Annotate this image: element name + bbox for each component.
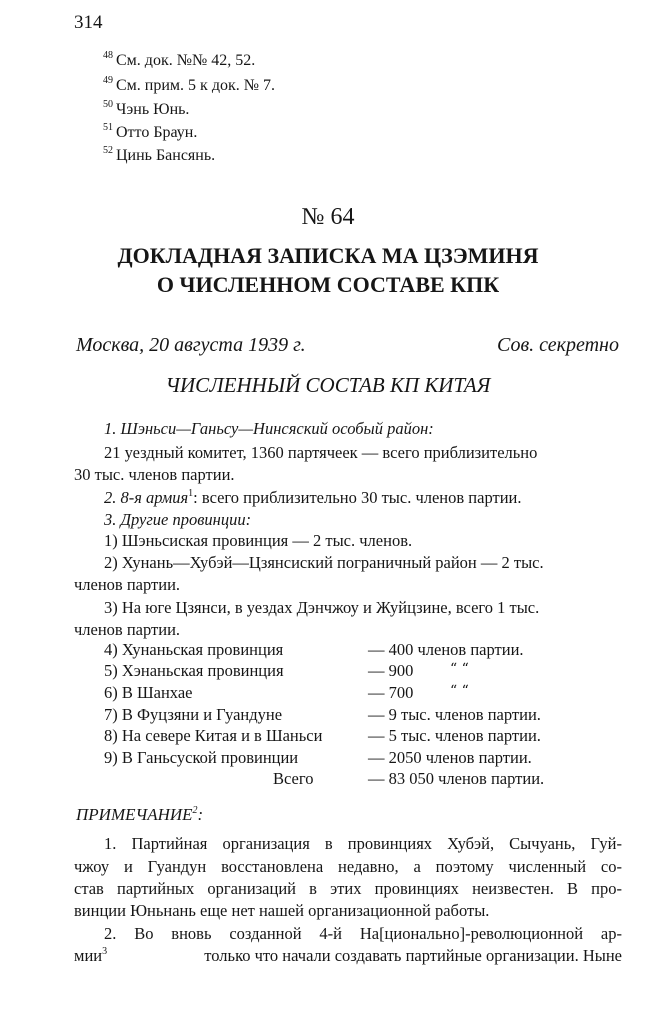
table-row: 5) Хэнаньская провинция [104,661,284,680]
note-2-word: мии [74,946,103,965]
page-number: 314 [74,12,103,33]
note-1-line-4: винции Юньнань еще нет нашей организационной работы. [74,901,490,920]
item-2 [104,488,522,508]
sub-item-3-line-2: членов партии. [74,620,181,639]
section-heading: ЧИСЛЕННЫЙ СОСТАВ КП КИТАЯ [165,373,491,397]
sub-item-2-line-1: 2) Хунань—Хубэй—Цзянсиский пограничный район — 2 тыс. [104,553,544,572]
item-3-label: 3. Другие провинции: [104,510,252,529]
table-value: — 900 [368,661,414,680]
table-value: — 5 тыс. членов партии. [368,726,541,745]
note-1-line-1: 1. Партийная организация в провинциях Хубэй, Сычуань, Гуй- [104,834,622,853]
footnote-number: 50 [103,99,113,110]
item-1-label: 1. Шэньси—Ганьсу—Нинсяский особый район: [104,419,434,438]
note-2-line-2 [74,946,622,966]
footnote-text: См. док. №№ 42, 52. [116,52,256,69]
ditto-marks: “ “ [450,683,469,699]
note-heading-colon: : [197,805,204,824]
note-1-line-2: чжоу и Гуандун восстановлена недавно, а поэтому численный со- [74,857,622,876]
table-value: — 2050 членов партии. [368,748,532,767]
footnote-number: 48 [103,50,113,61]
note-heading-text: ПРИМЕЧАНИЕ [76,805,193,824]
sub-item-2-line-2: членов партии. [74,575,181,594]
item-2-text: : всего приблизительно 30 тыс. членов партии. [193,488,522,507]
total-label: Всего [273,769,314,788]
sub-item-1: 1) Шэньсиская провинция — 2 тыс. членов. [104,531,413,550]
footnote [103,99,189,119]
footnote [103,75,275,95]
footnote-number: 52 [103,145,113,156]
sub-item-3-line-1: 3) На юге Цзянси, в уездах Дэнчжоу и Жуйцзине, всего 1 тыс. [104,598,540,617]
note-2-line-2-rest: только что начали создавать партийные организации. Ныне [204,946,622,965]
table-value: — 400 членов партии. [368,640,524,659]
classification: Сов. секретно [497,334,619,356]
item-2-sup: 1 [188,488,194,499]
item-2-label: 2. 8-я армия [104,488,189,507]
note-heading-sup: 2 [192,805,198,816]
footnote [103,122,197,142]
note-1-line-3: став партийных организаций в этих провинциях неизвестен. В про- [74,879,622,898]
table-row: 4) Хунаньская провинция [104,640,284,659]
footnote [103,145,215,165]
footnote-text: Цинь Бансянь. [116,147,216,164]
document-title-line-2: О ЧИСЛЕННОМ СОСТАВЕ КПК [156,272,500,297]
table-row: 6) В Шанхае [104,683,193,702]
footnote-text: Отто Браун. [116,124,198,141]
footnote-text: См. прим. 5 к док. № 7. [116,77,275,94]
ditto-marks: “ “ [450,661,469,677]
table-value: — 700 [368,683,414,702]
table-row: 7) В Фуцзяни и Гуандуне [104,705,283,724]
table-row: 8) На севере Китая и в Шаньси [104,726,323,745]
table-value: — 9 тыс. членов партии. [368,705,541,724]
item-1-line-1: 21 уездный комитет, 1360 партячеек — всего приблизительно [104,443,538,462]
note-2-line-1: 2. Во вновь созданной 4-й На[ционально]-революционной ар- [104,924,622,943]
footnote-number: 49 [103,75,113,86]
note-2-sup: 3 [102,946,108,957]
footnote [103,50,255,70]
table-row: 9) В Ганьсуской провинции [104,748,299,767]
note-heading [76,805,203,825]
total-value: — 83 050 членов партии. [368,769,545,788]
footnote-text: Чэнь Юнь. [116,101,190,118]
footnote-number: 51 [103,122,113,133]
document-number: № 64 [301,204,355,230]
place-date: Москва, 20 августа 1939 г. [76,334,306,356]
note-2-line-2-start [74,946,107,966]
item-1-line-2: 30 тыс. членов партии. [74,465,235,484]
document-title-line-1: ДОКЛАДНАЯ ЗАПИСКА МА ЦЗЭМИНЯ [117,243,539,268]
